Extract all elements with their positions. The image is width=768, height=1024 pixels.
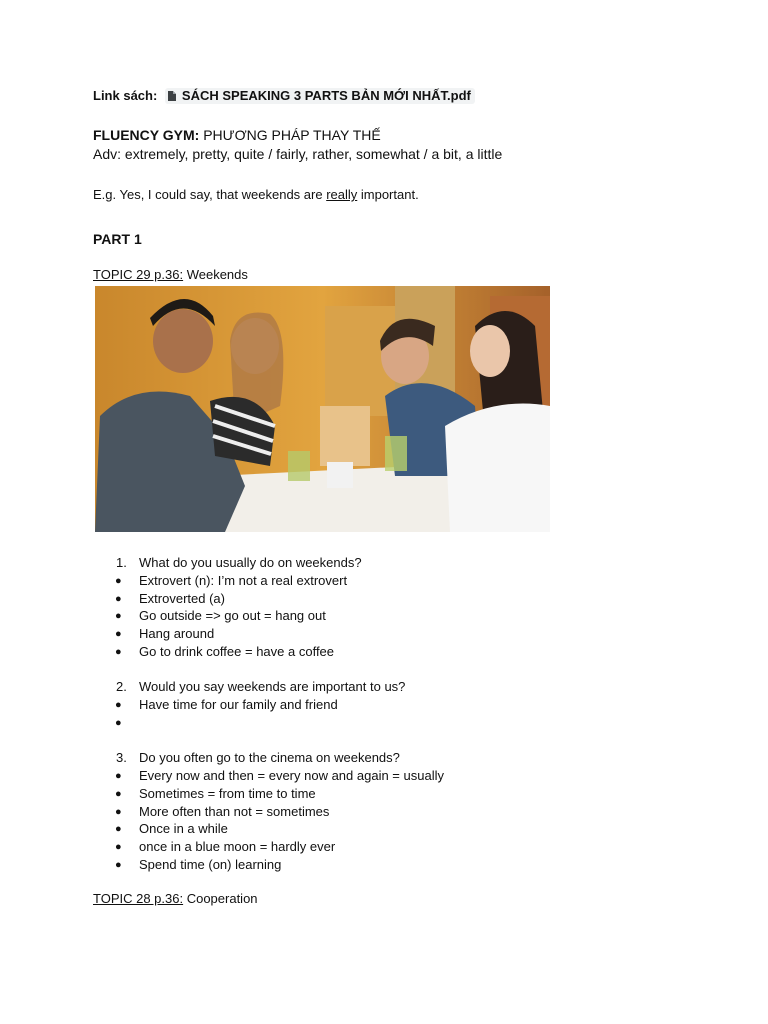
bullet-icon: ● [115, 717, 122, 729]
bullet-icon: ● [115, 699, 122, 711]
question-number: 1. [116, 555, 127, 570]
bullet-icon: ● [115, 770, 122, 782]
list-item-text: Every now and then = every now and again = usually [139, 768, 444, 783]
topic-28-heading [93, 891, 258, 907]
list-item-text: More often than not = sometimes [139, 804, 330, 819]
part-heading: PART 1 [93, 231, 142, 247]
list-item-text: once in a blue moon = hardly ever [139, 839, 336, 854]
bullet-icon: ● [115, 788, 122, 800]
example-sentence [93, 187, 419, 203]
bullet-icon: ● [115, 575, 122, 587]
example-text-after: important. [357, 187, 419, 202]
bullet-icon: ● [115, 610, 122, 622]
file-link-name[interactable]: SÁCH SPEAKING 3 PARTS BẢN MỚI NHẤT.pdf [181, 88, 471, 103]
topic-28-ref[interactable]: TOPIC 28 p.36: [93, 891, 184, 906]
list-item-text: Extrovert (n): I’m not a real extrovert [139, 573, 348, 588]
topic-29-heading [93, 267, 248, 283]
bullet-icon: ● [115, 841, 122, 853]
question-text: What do you usually do on weekends? [139, 555, 362, 570]
list-item-text: Go to drink coffee = have a coffee [139, 644, 335, 659]
fluency-gym-label: FLUENCY GYM: [93, 127, 200, 143]
bullet-icon: ● [115, 859, 122, 871]
fluency-gym-title: PHƯƠNG PHÁP THAY THẾ [203, 127, 381, 143]
question-text: Do you often go to the cinema on weekends? [139, 750, 400, 765]
list-item-text: Sometimes = from time to time [139, 786, 316, 801]
adverb-list: Adv: extremely, pretty, quite / fairly, rather, somewhat / a bit, a little [93, 146, 503, 162]
question-number: 3. [116, 750, 127, 765]
fluency-gym-heading [93, 127, 381, 143]
example-text-before: E.g. Yes, I could say, that weekends are [93, 187, 327, 202]
topic-29-ref[interactable]: TOPIC 29 p.36: [93, 267, 184, 282]
list-item-text: Extroverted (a) [139, 591, 225, 606]
list-item-text: Hang around [139, 626, 215, 641]
bullet-icon: ● [115, 823, 122, 835]
question-number: 2. [116, 679, 127, 694]
example-underlined-word: really [326, 187, 358, 202]
bullet-icon: ● [115, 646, 122, 658]
list-item-text: Once in a while [139, 821, 228, 836]
file-link-chip[interactable] [165, 88, 475, 104]
book-link-line [93, 88, 475, 104]
list-item-text: Spend time (on) learning [139, 857, 282, 872]
topic-28-name: Cooperation [183, 891, 258, 906]
file-icon [168, 91, 176, 101]
list-item-text: Have time for our family and friend [139, 697, 338, 712]
bullet-icon: ● [115, 593, 122, 605]
list-item-text: Go outside => go out = hang out [139, 608, 326, 623]
book-link-label: Link sách: [93, 88, 158, 103]
bullet-icon: ● [115, 806, 122, 818]
topic-29-name: Weekends [183, 267, 248, 282]
bullet-icon: ● [115, 628, 122, 640]
friends-cafe-photo [95, 286, 550, 532]
question-text: Would you say weekends are important to us? [139, 679, 406, 694]
